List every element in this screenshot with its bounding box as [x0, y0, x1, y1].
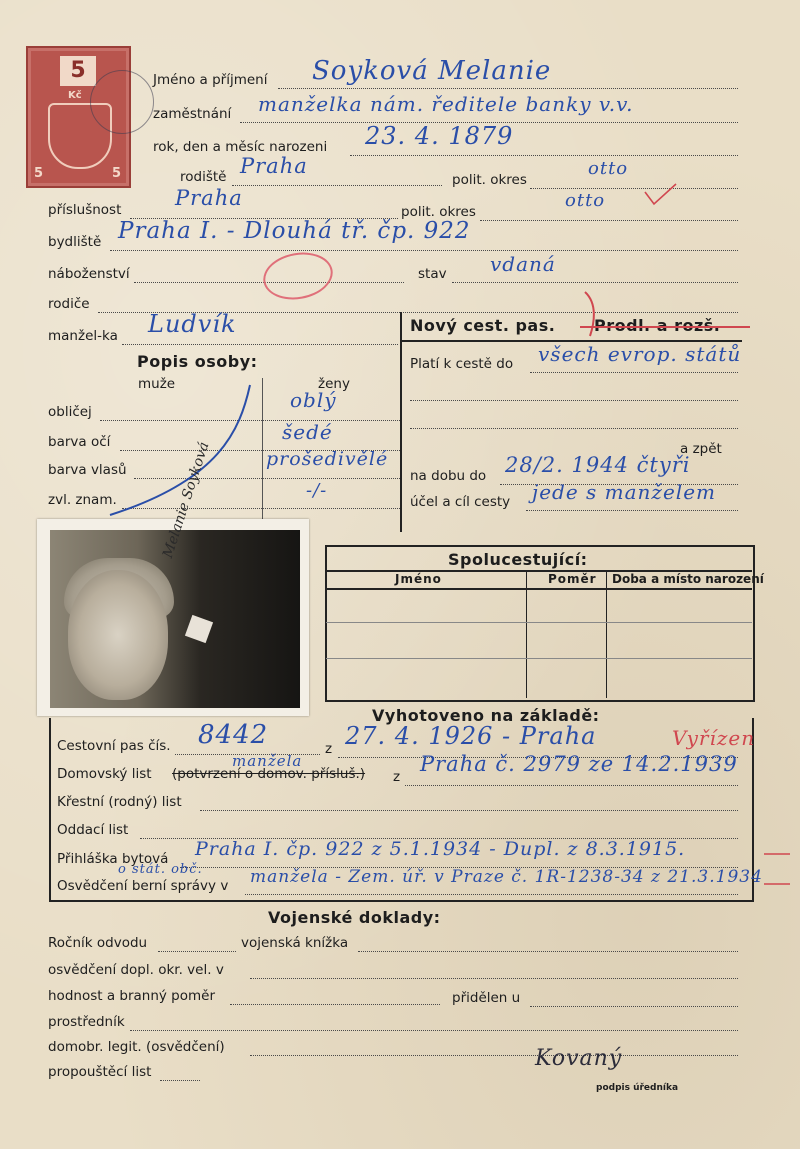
barva-oci-label: barva očí: [48, 434, 111, 450]
zamestnani-value: manželka nám. ředitele banky v.v.: [258, 92, 634, 116]
prostrednik-label: prostředník: [48, 1014, 125, 1030]
dotted-line: [410, 400, 738, 401]
ucel-label: účel a cíl cesty: [410, 494, 511, 510]
osvedceni-value: manžela - Zem. úř. v Praze č. 1R-1238-34 z 21.3.1934: [250, 867, 763, 887]
red-note: Vyřízen: [672, 726, 756, 750]
muze-label: muže: [138, 376, 176, 392]
red-check-icon: [640, 180, 680, 210]
dotted-line: [110, 250, 738, 251]
row-divider: [326, 622, 752, 623]
dotted-line: [122, 344, 398, 345]
rocnik-label: Ročník odvodu: [48, 935, 148, 951]
rodiste-label: rodiště: [180, 169, 227, 185]
official-signature: Kovaný: [535, 1046, 623, 1071]
sc-col-jmeno: Jméno: [395, 572, 442, 586]
photo-signature: Melanie Soyková: [160, 440, 213, 560]
dotted-line: [278, 88, 738, 89]
oblicej-value: oblý: [290, 388, 337, 412]
na-dobu-value: 28/2. 1944 čtyři: [505, 453, 691, 477]
z-label: z: [325, 741, 333, 757]
domovsky-struck-label: (potvrzení o domov. přísluš.): [172, 766, 366, 782]
dotted-line: [530, 1006, 738, 1007]
bydliste-label: bydliště: [48, 234, 102, 250]
vojenske-heading: Vojenské doklady:: [268, 908, 441, 927]
dotted-line: [452, 282, 738, 283]
zvl-znam-label: zvl. znam.: [48, 492, 117, 508]
dotted-line: [130, 1030, 738, 1031]
stamp-currency: Kč: [68, 90, 82, 101]
nabozenstvi-label: náboženství: [48, 266, 130, 282]
domovsky-over-value: manžela: [232, 752, 303, 770]
manzel-value: Ludvík: [148, 310, 237, 338]
zeny-label: ženy: [318, 376, 350, 392]
manzel-label: manžel-ka: [48, 328, 118, 344]
red-circle-mark: [260, 247, 337, 304]
oblicej-label: obličej: [48, 404, 92, 420]
na-dobu-label: na dobu do: [410, 468, 487, 484]
barva-vlasu-value: prošedivělé: [266, 448, 389, 470]
osvedceni-label: Osvědčení berní správy v: [57, 878, 229, 894]
sc-col-pomer: Poměr: [548, 572, 597, 586]
vojenska-knizka-label: vojenská knížka: [241, 935, 349, 951]
domobr-label: domobr. legit. (osvědčení): [48, 1039, 225, 1055]
pridelen-label: přidělen u: [452, 990, 521, 1006]
prislusnost-label: příslušnost: [48, 202, 122, 218]
column-divider: [526, 570, 527, 698]
polit-okres2-label: polit. okres: [401, 204, 476, 220]
propousteci-label: propouštěcí list: [48, 1064, 152, 1080]
osvedceni-over-value: o stát. obč.: [118, 862, 203, 877]
stamp-value: 5: [60, 56, 96, 86]
dotted-line: [230, 1004, 440, 1005]
osvedceni-dopl-label: osvědčení dopl. okr. vel. v: [48, 962, 224, 978]
cestovni-pas-z-value: 27. 4. 1926 - Praha: [345, 722, 597, 750]
column-divider: [606, 570, 607, 698]
oddaci-label: Oddací list: [57, 822, 129, 838]
bydliste-value: Praha I. - Dlouhá tř. čp. 922: [118, 218, 471, 244]
dotted-line: [410, 428, 738, 429]
jmeno-label: Jméno a příjmení: [153, 72, 268, 88]
dotted-line: [232, 185, 442, 186]
dotted-line: [405, 785, 738, 786]
popis-osoby-heading: Popis osoby:: [137, 352, 258, 371]
cestovni-pas-value: 8442: [198, 720, 269, 750]
stav-label: stav: [418, 266, 447, 282]
narozeni-value: 23. 4. 1879: [365, 122, 514, 150]
row-divider: [326, 658, 752, 659]
dotted-line: [158, 951, 236, 952]
postmark-icon: [90, 70, 154, 134]
spolucestujici-heading: Spolucestující:: [448, 550, 588, 569]
red-check-icon: [760, 840, 796, 900]
jmeno-value: Soyková Melanie: [312, 56, 552, 86]
prislusnost-value: Praha: [175, 186, 243, 210]
photo-face: [68, 570, 168, 700]
zvl-znam-value: -/-: [306, 480, 328, 501]
hodnost-label: hodnost a branný poměr: [48, 988, 216, 1004]
horizontal-rule: [326, 588, 752, 590]
plati-label: Platí k cestě do: [410, 356, 514, 372]
novy-cest-pas-heading: Nový cest. pas.: [410, 316, 556, 335]
polit-okres2-value: otto: [565, 190, 606, 211]
dotted-line: [358, 951, 738, 952]
dotted-line: [200, 810, 738, 811]
dotted-line: [350, 155, 738, 156]
dotted-line: [245, 894, 738, 895]
plati-value: všech evrop. států: [538, 342, 742, 366]
a-zpet-label: a zpět: [680, 441, 722, 457]
stamp-corner-value: 5: [34, 166, 44, 181]
cestovni-pas-label: Cestovní pas čís.: [57, 738, 171, 754]
dotted-line: [530, 188, 738, 189]
prihlaska-value: Praha I. čp. 922 z 5.1.1934 - Dupl. z 8.3.1915.: [195, 838, 686, 860]
domovsky-value: Praha č. 2979 ze 14.2.1939: [420, 752, 738, 776]
ucel-value: jede s manželem: [532, 480, 716, 504]
zamestnani-label: zaměstnání: [153, 106, 232, 122]
dotted-line: [480, 220, 738, 221]
barva-oci-value: šedé: [282, 420, 333, 444]
domovsky-label: Domovský list: [57, 766, 152, 782]
z2-label: z: [393, 769, 401, 785]
column-divider: [262, 378, 263, 528]
prihlaska-label: Přihláška bytová: [57, 851, 169, 867]
barva-vlasu-label: barva vlasů: [48, 462, 127, 478]
krestni-label: Křestní (rodný) list: [57, 794, 182, 810]
stav-value: vdaná: [490, 252, 556, 276]
dotted-line: [250, 978, 738, 979]
polit-okres-label: polit. okres: [452, 172, 527, 188]
photo-collar: [185, 615, 213, 643]
podpis-label: podpis úředníka: [596, 1083, 679, 1093]
rodiste-value: Praha: [240, 154, 308, 178]
vyhotoveno-heading: Vyhotoveno na základě:: [372, 706, 600, 725]
vertical-rule: [400, 312, 402, 532]
dotted-line: [160, 1080, 200, 1081]
narozeni-label: rok, den a měsíc narozeni: [153, 139, 328, 155]
dotted-line: [526, 510, 738, 511]
dotted-line: [250, 1055, 738, 1056]
sc-col-doba: Doba a místo narození: [612, 572, 764, 586]
polit-okres-value: otto: [588, 158, 629, 179]
rodice-label: rodiče: [48, 296, 90, 312]
stamp-corner-value: 5: [112, 166, 122, 181]
dotted-line: [530, 372, 738, 373]
red-tick-mark: [580, 290, 610, 340]
